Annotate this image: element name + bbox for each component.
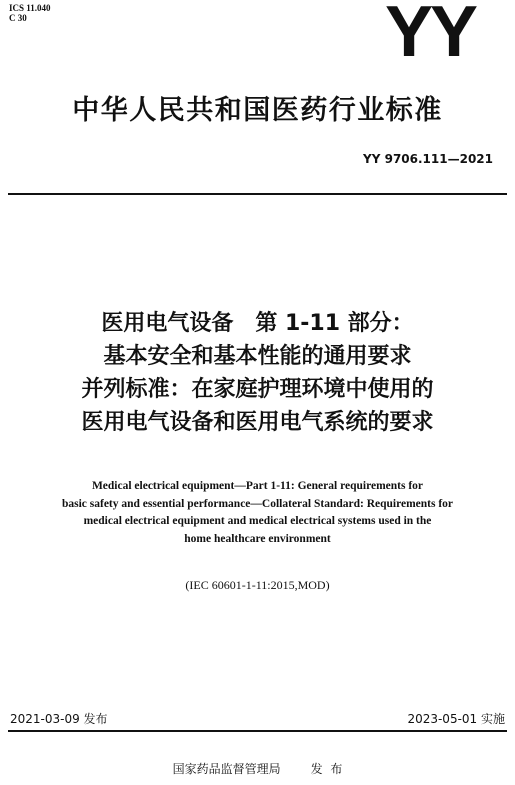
classification-codes (9, 3, 51, 23)
chinese-title-line: 医用电气设备和医用电气系统的要求 (81, 410, 434, 435)
issue-date: 2021-03-09 发布 (10, 712, 108, 726)
chinese-title-line: 基本安全和基本性能的通用要求 (103, 344, 412, 369)
bottom-divider (8, 730, 507, 732)
english-title-line: home healthcare environment (184, 532, 331, 545)
ccs-code: C 30 (9, 13, 27, 23)
adoption-reference: (IEC 60601-1-11:2015,MOD) (185, 578, 330, 592)
implementation-date: 2023-05-01 实施 (407, 712, 505, 726)
chinese-title-line: 并列标准：在家庭护理环境中使用的 (81, 377, 434, 402)
english-title-line: Medical electrical equipment—Part 1-11: General requirements for (91, 480, 424, 492)
chinese-title-line: 医用电气设备 第 1-11 部分： (101, 311, 414, 336)
standard-category-title: 中华人民共和国医药行业标准 (72, 95, 443, 126)
standard-mark-logo: YY (384, 0, 475, 72)
english-title-line: medical electrical equipment and medical electrical systems used in the (83, 515, 432, 527)
english-title-line: basic safety and essential performance—Collateral Standard: Requirements for (61, 497, 454, 510)
chinese-title (0, 307, 515, 439)
english-title (0, 478, 515, 548)
publisher-action: 发 布 (310, 762, 343, 776)
publisher-line (0, 760, 515, 777)
ics-code: ICS 11.040 (9, 3, 51, 13)
standard-number: YY 9706.111—2021 (363, 152, 493, 166)
publisher-name: 国家药品监督管理局 (172, 762, 281, 776)
top-divider (8, 193, 507, 195)
